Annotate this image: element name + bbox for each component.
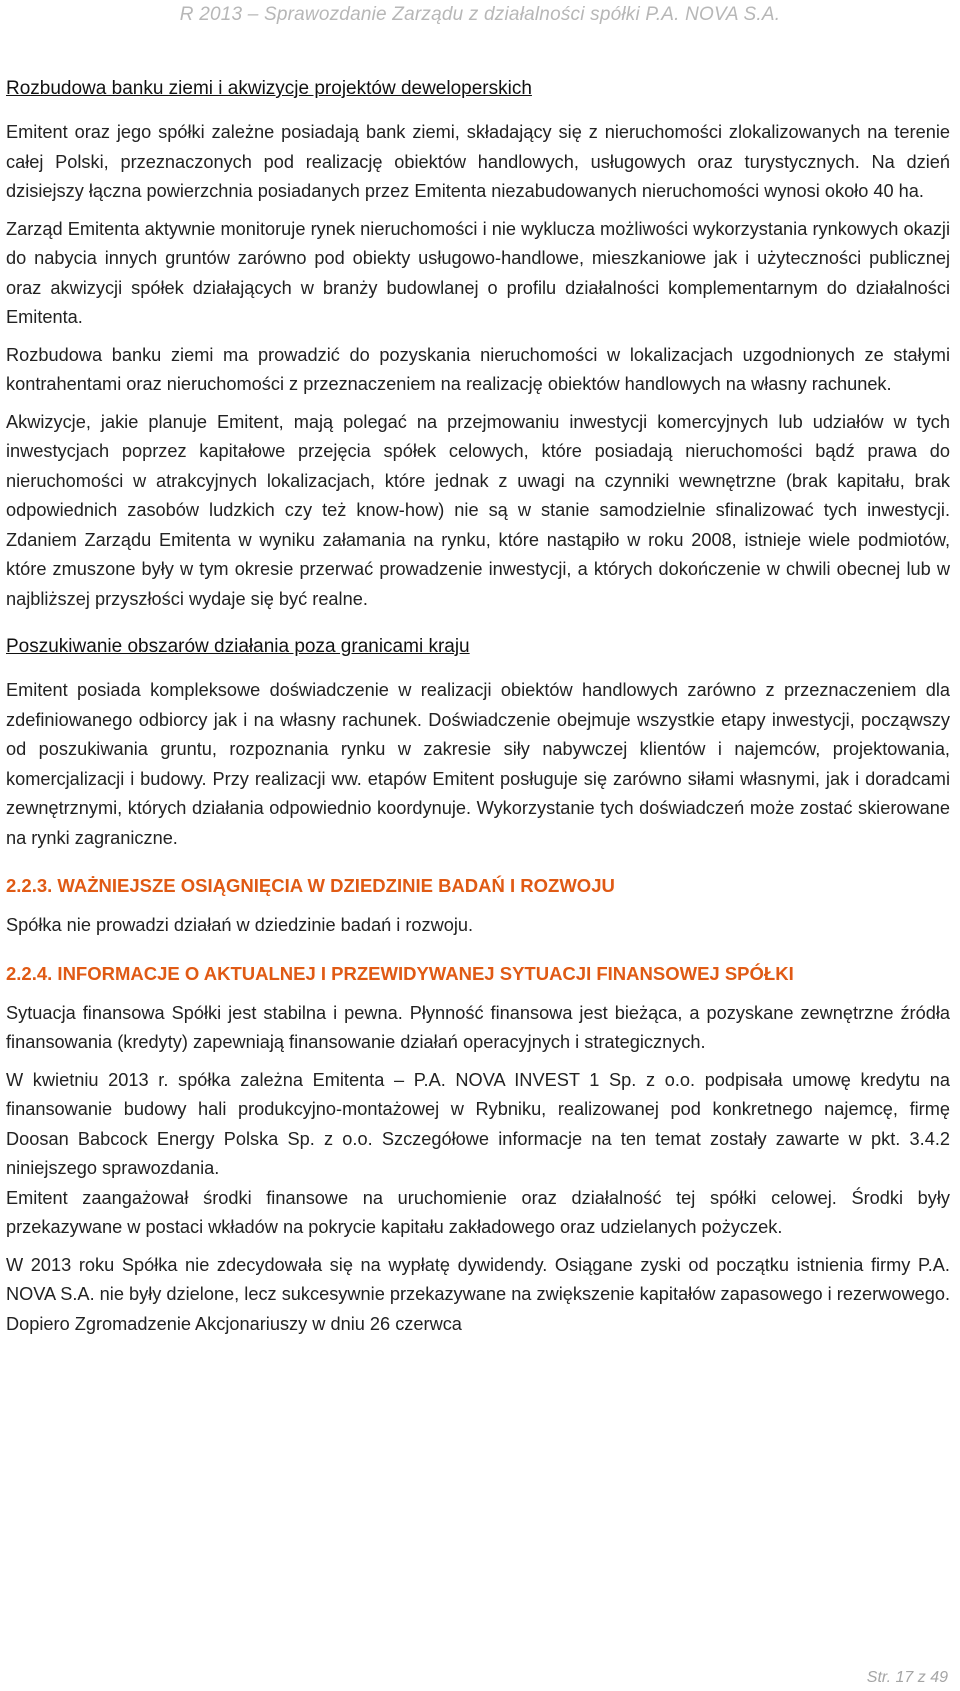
paragraph: Emitent oraz jego spółki zależne posiadają bank ziemi, składający się z nieruchomości zlokalizowanych na terenie całej Polski, przeznaczonych pod realizację obiektów handlowych, usługowych oraz turystycznych. Na dzień dzisiejszy łączna powierzchnia posiadanych przez Emitenta niezabudowanych nieruchomości wynosi około 40 ha. — [6, 122, 950, 201]
paragraph: Rozbudowa banku ziemi ma prowadzić do pozyskania nieruchomości w lokalizacjach uzgodnionych ze stałymi kontrahentami oraz nieruchomości z przeznaczeniem na realizację obiektów handlowych na własny rachunek. — [6, 344, 950, 394]
paragraph: Sytuacja finansowa Spółki jest stabilna i pewna. Płynność finansowa jest bieżąca, a pozyskane zewnętrzne źródła finansowania (kredyty) zapewniają finansowanie działań operacyjnych i strategicznych. — [6, 1002, 950, 1052]
running-header: R 2013 – Sprawozdanie Zarządu z działalności spółki P.A. NOVA S.A. — [179, 4, 781, 25]
rnd-section-heading: 2.2.3. WAŻNIEJSZE OSIĄGNIĘCIA W DZIEDZINIE BADAŃ I ROZWOJU — [6, 875, 615, 896]
land-bank-heading: Rozbudowa banku ziemi i akwizycje projektów deweloperskich — [6, 78, 532, 99]
paragraph: Spółka nie prowadzi działań w dziedzinie badań i rozwoju. — [6, 915, 474, 935]
paragraph: Emitent posiada kompleksowe doświadczenie w realizacji obiektów handlowych zarówno z przeznaczeniem dla zdefiniowanego odbiorcy jak i na własny rachunek. Doświadczenie obejmuje wszystkie etapy inwestycji, począwszy od poszukiwania gruntu, rozpoznania rynku w zakresie siły nabywczej klientów i najemców, projektowania, komercjalizacji i budowy. Przy realizacji ww. etapów Emitent posługuje się zarówno siłami własnymi, jak i doradcami zewnętrznymi, których działania odpowiednio koordynuje. Wykorzystanie tych doświadczeń może zostać skierowane na rynki zagraniczne. — [6, 680, 950, 848]
abroad-heading: Poszukiwanie obszarów działania poza granicami kraju — [6, 636, 470, 657]
paragraph: Akwizycje, jakie planuje Emitent, mają polegać na przejmowaniu inwestycji komercyjnych lub udziałów w tych inwestycjach poprzez kapitałowe przejęcia spółek celowych, które posiadają nieruchomości bądź prawa do nieruchomości w atrakcyjnych lokalizacjach, które jednak z uwagi na czynniki wewnętrzne (brak kapitału, brak odpowiednich zasobów ludzkich czy też know-how) nie są w stanie samodzielnie sfinalizować tych inwestycji. Zdaniem Zarządu Emitenta w wyniku załamania na rynku, które nastąpiło w roku 2008, istnieje wiele podmiotów, które zmuszone były w tym okresie przerwać prowadzenie inwestycji, a których dokończenie w chwili obecnej lub w najbliższej przyszłości wydaje się być realne. — [6, 411, 950, 609]
paragraph: W kwietniu 2013 r. spółka zależna Emitenta – P.A. NOVA INVEST 1 Sp. z o.o. podpisała umowę kredytu na finansowanie budowy hali produkcyjno-montażowej w Rybniku, realizowanej pod konkretnego najemcę, firmę Doosan Babcock Energy Polska Sp. z o.o. Szczegółowe informacje na ten temat zostały zawarte w pkt. 3.4.2 niniejszego sprawozdania. — [6, 1069, 950, 1178]
finance-section-heading: 2.2.4. INFORMACJE O AKTUALNEJ I PRZEWIDYWANEJ SYTUACJI FINANSOWEJ SPÓŁKI — [6, 962, 794, 984]
paragraph: Emitent zaangażował środki finansowe na uruchomienie oraz działalność tej spółki celowej. Środki były przekazywane w postaci wkładów na pokrycie kapitału zakładowego oraz udzielanych pożyczek. — [6, 1187, 950, 1237]
paragraph: Zarząd Emitenta aktywnie monitoruje rynek nieruchomości i nie wyklucza możliwości wykorzystania rynkowych okazji do nabycia innych gruntów zarówno pod obiekty usługowo-handlowe, mieszkaniowe jak i użyteczności publicznej oraz akwizycji spółek działających w branży budowlanej o profilu działalności komplementarnym do działalności Emitenta. — [6, 218, 950, 327]
paragraph: W 2013 roku Spółka nie zdecydowała się na wypłatę dywidendy. Osiągane zyski od początku istnienia firmy P.A. NOVA S.A. nie były dzielone, lecz sukcesywnie przekazywane na zwiększenie kapitałów zapasowego i rezerwowego. Dopiero Zgromadzenie Akcjonariuszy w dniu 26 czerwca — [6, 1254, 950, 1334]
page-number: Str. 17 z 49 — [866, 1669, 948, 1686]
document-content — [6, 78, 950, 1339]
